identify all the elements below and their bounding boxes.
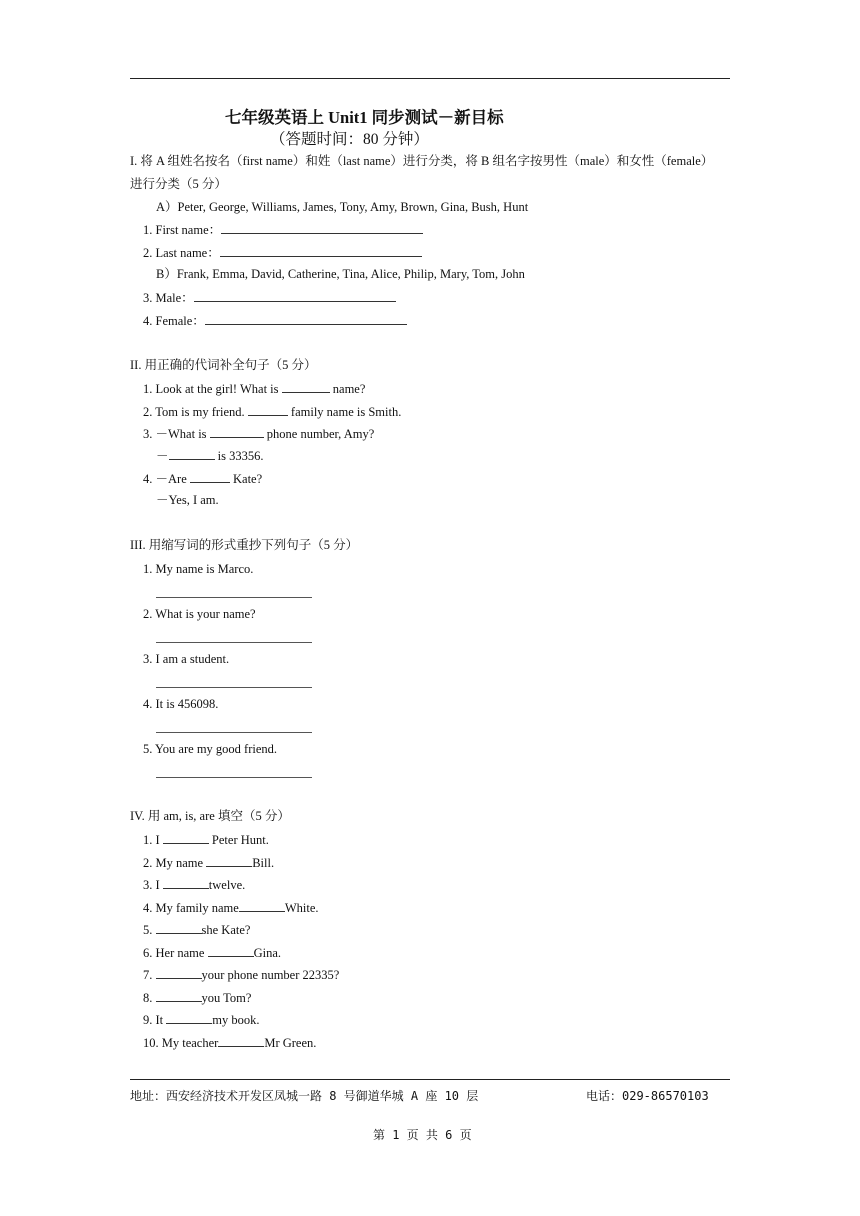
question xyxy=(143,966,339,983)
question xyxy=(143,470,262,487)
sentence-item: 3. I am a student. xyxy=(143,652,230,666)
question-text: 2. My name xyxy=(143,856,207,870)
answer-blank[interactable] xyxy=(194,289,396,302)
question xyxy=(143,1034,316,1051)
question-text: Bill. xyxy=(252,856,275,870)
answer-blank[interactable] xyxy=(205,312,407,325)
question-text: family name is Smith. xyxy=(287,405,402,419)
top-rule xyxy=(130,78,730,79)
answer-line[interactable] xyxy=(156,597,312,598)
question-text: －Yes, I am. xyxy=(156,493,219,507)
question xyxy=(143,899,319,916)
question xyxy=(143,876,245,893)
answer-blank[interactable] xyxy=(190,470,230,483)
question xyxy=(143,989,251,1006)
question xyxy=(143,380,365,397)
sentence-item: 5. You are my good friend. xyxy=(143,742,278,756)
question xyxy=(143,831,269,848)
answer-line[interactable] xyxy=(156,777,312,778)
answer-blank[interactable] xyxy=(163,831,209,844)
group-a-names: A）Peter, George, Williams, James, Tony, Amy, Brown, Gina, Bush, Hunt xyxy=(156,200,529,214)
page-number: 第 1 页 共 6 页 xyxy=(373,1128,472,1142)
question-text: White. xyxy=(284,901,319,915)
section-3-heading: III. 用缩写词的形式重抄下列句子（5 分） xyxy=(130,538,359,552)
footer-rule xyxy=(130,1079,730,1080)
question-text: Kate? xyxy=(229,472,263,486)
question-text: Peter Hunt. xyxy=(208,833,269,847)
question-text: Gina. xyxy=(253,946,281,960)
group-b-names: B）Frank, Emma, David, Catherine, Tina, Alice, Philip, Mary, Tom, John xyxy=(156,267,525,281)
section-1-heading: I. 将 A 组姓名按名（first name）和姓（last name）进行分类，将 B 组名字按男性（male）和女性（female） xyxy=(130,154,714,168)
question-text: is 33356. xyxy=(214,449,264,463)
question xyxy=(156,447,263,464)
answer-blank[interactable] xyxy=(156,921,202,934)
answer-line[interactable] xyxy=(156,732,312,733)
answer-blank[interactable] xyxy=(220,244,422,257)
question-label: 3. Male： xyxy=(143,291,194,305)
footer-phone: 电话：029-86570103 xyxy=(586,1089,709,1103)
answer-blank[interactable] xyxy=(218,1034,264,1047)
question-text: phone number, Amy? xyxy=(263,427,375,441)
answer-blank[interactable] xyxy=(169,447,215,460)
answer-blank[interactable] xyxy=(208,944,254,957)
question-text: 1. I xyxy=(143,833,163,847)
question-label: 1. First name： xyxy=(143,223,222,237)
answer-blank[interactable] xyxy=(163,876,209,889)
question-label: 2. Last name： xyxy=(143,246,220,260)
question-text: twelve. xyxy=(208,878,246,892)
question-text: you Tom? xyxy=(201,991,252,1005)
answer-blank[interactable] xyxy=(156,989,202,1002)
page-subtitle: （答题时间：80 分钟） xyxy=(270,131,429,148)
sentence-item: 1. My name is Marco. xyxy=(143,562,254,576)
section-2-heading: II. 用正确的代词补全句子（5 分） xyxy=(130,358,317,372)
answer-blank[interactable] xyxy=(156,966,202,979)
question-text: 3. I xyxy=(143,878,163,892)
sentence-item: 4. It is 456098. xyxy=(143,697,219,711)
question xyxy=(143,854,274,871)
question-text: she Kate? xyxy=(201,923,251,937)
question xyxy=(143,289,396,306)
answer-blank[interactable] xyxy=(282,380,330,393)
question xyxy=(143,425,374,442)
question-text: 3. －What is xyxy=(143,427,210,441)
answer-blank[interactable] xyxy=(166,1011,212,1024)
question-text: 7. xyxy=(143,968,156,982)
question xyxy=(143,1011,260,1028)
answer-blank[interactable] xyxy=(239,899,285,912)
answer-blank[interactable] xyxy=(210,425,264,438)
question-text: － xyxy=(156,449,169,463)
question xyxy=(143,221,423,238)
question-label: 4. Female： xyxy=(143,314,205,328)
question xyxy=(143,403,401,420)
answer-blank[interactable] xyxy=(248,403,288,416)
answer-blank[interactable] xyxy=(206,854,252,867)
answer-blank[interactable] xyxy=(221,221,423,234)
question-text: 4. My family name xyxy=(143,901,239,915)
question-text: 8. xyxy=(143,991,156,1005)
footer-address: 地址：西安经济技术开发区凤城一路 8 号御道华城 A 座 10 层 xyxy=(130,1089,479,1103)
page-title: 七年级英语上 Unit1 同步测试－新目标 xyxy=(225,108,504,127)
question-text: 5. xyxy=(143,923,156,937)
section-1-heading-cont: 进行分类（5 分） xyxy=(130,177,227,191)
question xyxy=(143,944,281,961)
answer-line[interactable] xyxy=(156,687,312,688)
section-4-heading: IV. 用 am, is, are 填空（5 分） xyxy=(130,809,290,823)
question-text: your phone number 22335? xyxy=(201,968,340,982)
question xyxy=(143,244,422,261)
question-text: 2. Tom is my friend. xyxy=(143,405,248,419)
question xyxy=(143,312,407,329)
question-text: 9. It xyxy=(143,1013,167,1027)
question xyxy=(143,921,250,938)
question-text: my book. xyxy=(212,1013,260,1027)
question-text: name? xyxy=(329,382,366,396)
sentence-item: 2. What is your name? xyxy=(143,607,256,621)
question-text: 4. －Are xyxy=(143,472,190,486)
question-text: 1. Look at the girl! What is xyxy=(143,382,282,396)
question-text: 10. My teacher xyxy=(143,1036,219,1050)
question-text: 6. Her name xyxy=(143,946,208,960)
question-text: Mr Green. xyxy=(264,1036,317,1050)
answer-line[interactable] xyxy=(156,642,312,643)
